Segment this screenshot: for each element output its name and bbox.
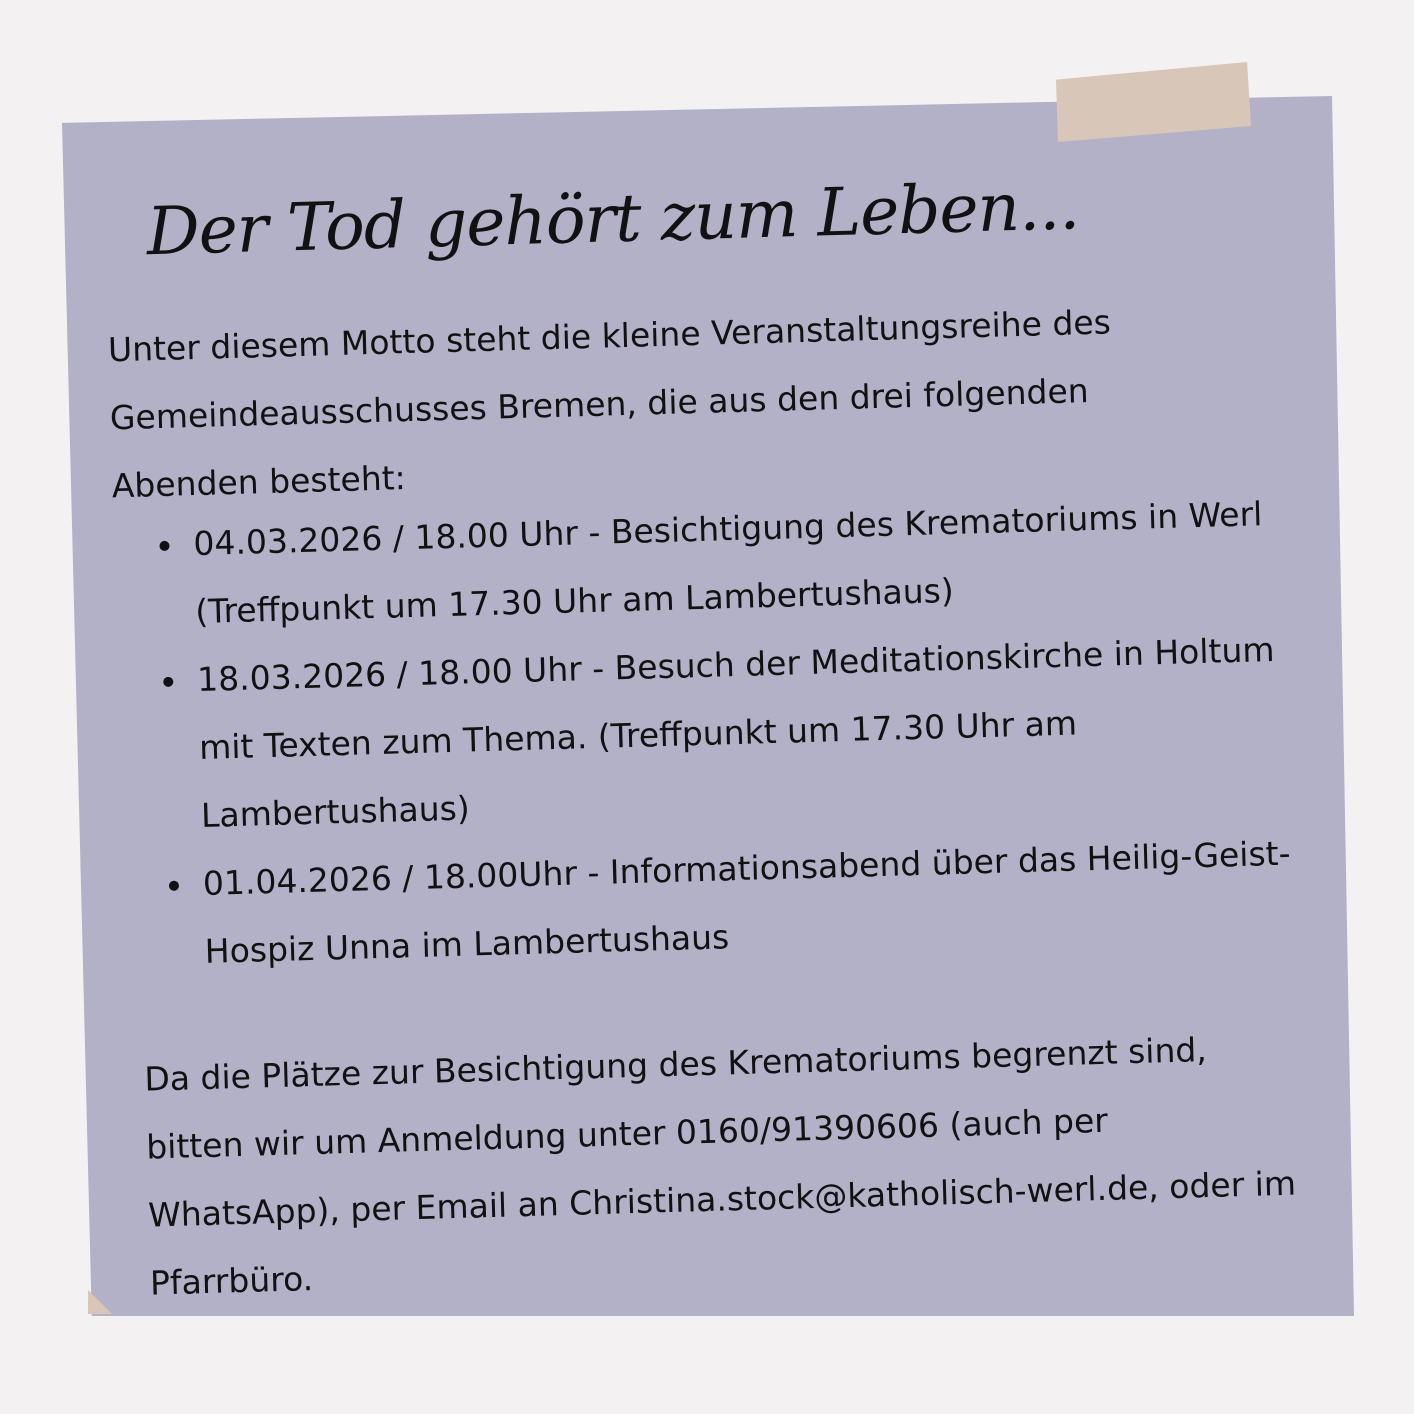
bullet-icon (169, 881, 179, 891)
bullet-icon (163, 677, 173, 687)
event-text: 01.04.2026 / 18.00Uhr - Informationsabend über das Heilig-Geist-Hospiz Unna im Lambertushaus (202, 833, 1291, 971)
event-text: 04.03.2026 / 18.00 Uhr - Besichtigung des Krematoriums in Werl (Treffpunkt um 17.30 Uhr am Lambertushaus) (192, 494, 1263, 632)
event-list (113, 478, 1346, 988)
registration-text: Da die Plätze zur Besichtigung des Krematoriums begrenzt sind, bitten wir um Anmeldung unter 0160/91390606 (auch per WhatsApp), per Email an Christina.stock@katholisch-werl.de, oder im Pfarrbüro. (143, 1029, 1297, 1303)
event-item (196, 614, 1341, 850)
event-text: 18.03.2026 / 18.00 Uhr - Besuch der Meditationskirche in Holtum mit Texten zum Thema. (Treffpunkt um 17.30 Uhr am Lambertushaus) (196, 629, 1275, 835)
note-title: Der Tod gehört zum Leben... (145, 167, 1080, 271)
intro-text: Unter diesem Motto steht die kleine Veranstaltungsreihe des Gemeindeausschusses Bremen, die aus den drei folgenden Abenden besteht: (107, 302, 1112, 506)
bullet-icon (159, 541, 169, 551)
